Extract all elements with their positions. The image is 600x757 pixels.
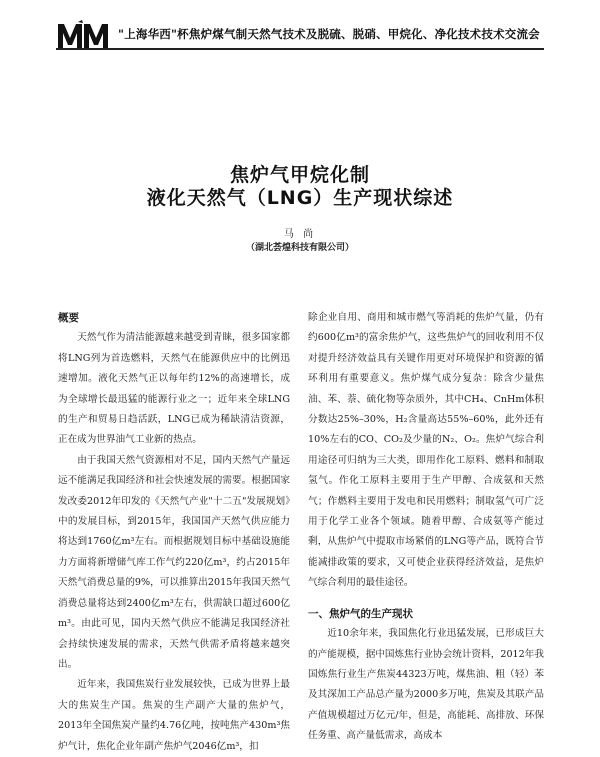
header-rule — [56, 48, 544, 50]
paragraph: 近10余年来，我国焦化行业迅猛发展，已形成巨大的产能规模，据中国炼焦行业协会统计资料，2012年我国炼焦行业生产焦炭44323万吨，煤焦油、粗（轻）苯及其深加工产品总产量为2000多万吨，焦炭及其联产品产值规模超过万亿元/年，但是，高能耗、高排放、环保任务重、高产量低需求，高成本 — [308, 628, 544, 742]
conference-title: "上海华西"杯焦炉煤气制天然气技术及脱硫、脱硝、甲烷化、净化技术技术交流会 — [118, 27, 540, 41]
abstract-heading: 概要 — [58, 312, 79, 324]
page-header — [0, 0, 600, 60]
conference-logo — [56, 20, 110, 50]
article-title-line2: 液化天然气（LNG）生产现状综述 — [146, 187, 454, 209]
section-heading: 一、焦炉气的生产现状 — [308, 607, 413, 620]
article-title-line1: 焦炉气甲烷化制 — [229, 164, 370, 186]
paragraph: 由于我国天然气资源相对不足，国内天然气产量远远不能满足我国经济和社会快速发展的需要。根据国家发改委2012年印发的《天然气产业"十二五"发展规划》中的发展目标，到2015年，我国国产天然气供应能力将达到1760亿m³左右。而根据规划目标中基础设施能力方面将新增储气库工作气约220亿m³，约占2015年天然气消费总量的9%，可以推算出2015年我国天然气消费总量将达到2400亿m³左右，供需缺口超过600亿m³。由此可见，国内天然气供应不能满足我国经济社会持续快速发展的需求，天然气供需矛盾将越来越突出。 — [58, 454, 290, 670]
right-column — [308, 308, 544, 747]
left-column — [58, 308, 290, 757]
author-name: 马 尚 — [283, 229, 317, 240]
paragraph: 天然气作为清洁能源越来越受到青睐，很多国家都将LNG列为首选燃料，天然气在能源供应中的比例迅速增加。液化天然气正以每年约12%的高速增长，成为全球增长最迅猛的能源行业之一；近年来全球LNG的生产和贸易日趋活跃，LNG已成为稀缺清洁资源，正在成为世界油气工业新的热点。 — [58, 332, 290, 446]
paragraph-continued: 除企业自用、商用和城市燃气等消耗的焦炉气量，仍有约600亿m³的富余焦炉气，这些焦炉气的回收利用不仅对提升经济效益具有关键作用更对环境保护和资源的循环利用有重要意义。焦炉煤气成分复杂：除含少量焦油、苯、萘、硫化物等杂质外，其中CH₄、CnHm体积分数达25%–30%，H₂含量高达55%–60%，此外还有10%左右的CO、CO₂及少量的N₂、O₂。焦炉气综合利用途径可归纳为三大类，即用作化工原料、燃料和制取氢气。作化工原料主要用于生产甲醇、合成氨和天然气；作燃料主要用于发电和民用燃料；制取氢气可广泛用于化学工业各个领域。随着甲醇、合成氨等产能过剩，从焦炉气中提取市场紧俏的LNG等产品，既符合节能减排政策的要求，又可使企业获得经济效益，是焦炉气综合利用的最佳途径。 — [308, 312, 544, 589]
author-affiliation: （湖北荟煌科技有限公司） — [245, 243, 354, 253]
paragraph: 近年来，我国焦炭行业发展较快，已成为世界上最大的焦炭生产国。焦炭的生产副产大量的焦炉气，2013年全国焦炭产量约4.76亿吨，按吨焦产430m³焦炉气计，焦化企业年副产焦炉气2046亿m³，扣 — [58, 679, 290, 752]
